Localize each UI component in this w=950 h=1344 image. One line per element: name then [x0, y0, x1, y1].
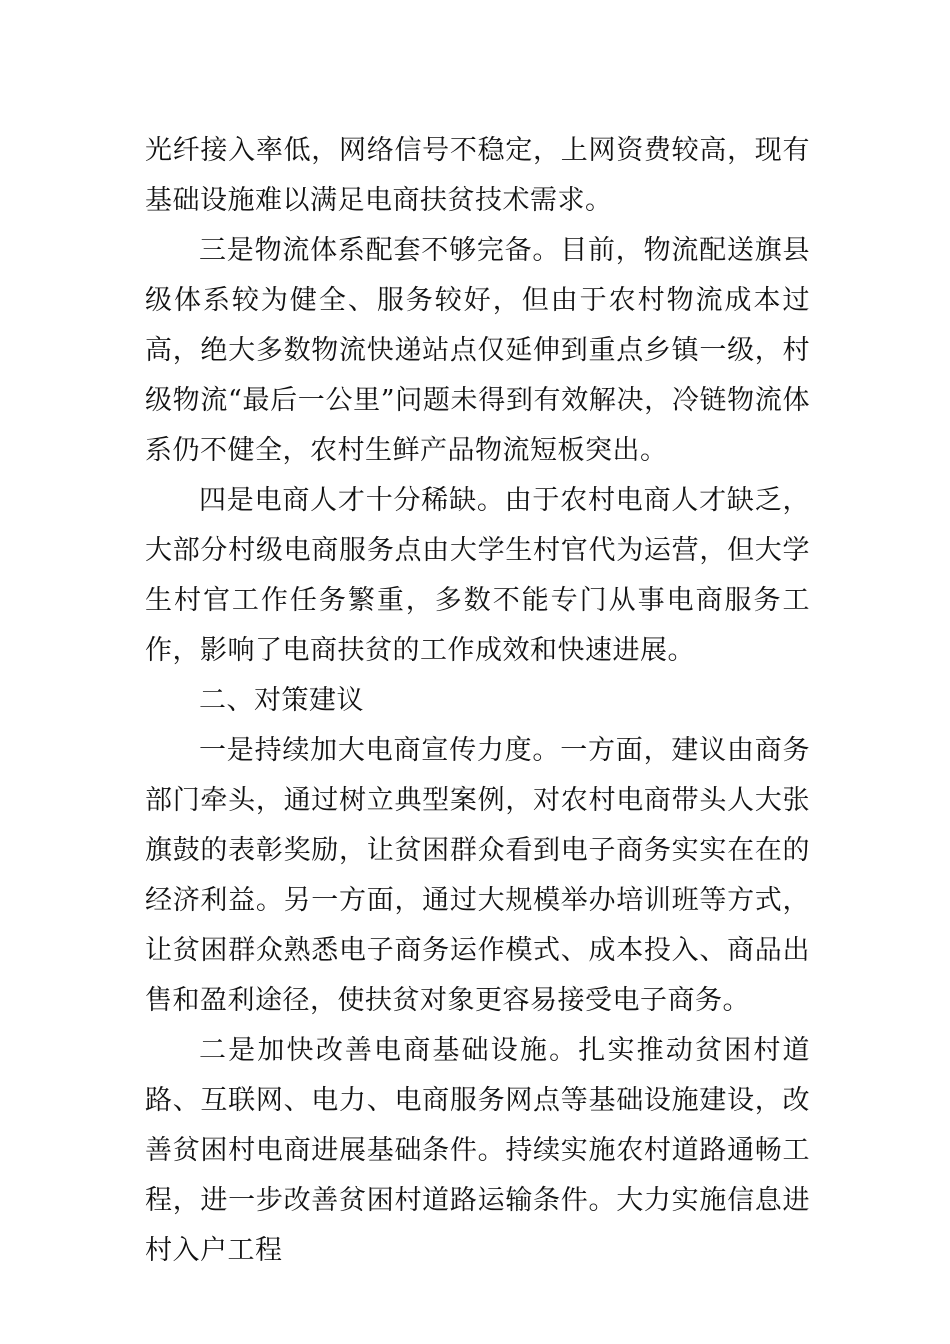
paragraph-infrastructure: 二是加快改善电商基础设施。扎实推动贫困村道路、互联网、电力、电商服务网点等基础设施建设，改善贫困村电商进展基础条件。持续实施农村道路通畅工程，进一步改善贫困村道路运输条件。大力实施信息进村入户工程 [145, 1035, 810, 1266]
paragraph-logistics: 三是物流体系配套不够完备。目前，物流配送旗县级体系较为健全、服务较好，但由于农村物流成本过高，绝大多数物流快递站点仅延伸到重点乡镇一级，村级物流“最后一公里”问题未得到有效解决，冷链物流体系仍不健全，农村生鲜产品物流短板突出。 [145, 235, 810, 466]
paragraph-publicity: 一是持续加大电商宣传力度。一方面，建议由商务部门牵头，通过树立典型案例，对农村电商带头人大张旗鼓的表彰奖励，让贫困群众看到电子商务实实在在的经济利益。另一方面，通过大规模举办培训班等方式，让贫困群众熟悉电子商务运作模式、成本投入、商品出售和盈利途径，使扶贫对象更容易接受电子商务。 [145, 735, 810, 1016]
document-body [145, 126, 810, 1276]
paragraph-talent: 四是电商人才十分稀缺。由于农村电商人才缺乏，大部分村级电商服务点由大学生村官代为运营，但大学生村官工作任务繁重，多数不能专门从事电商服务工作，影响了电商扶贫的工作成效和快速进展。 [145, 485, 810, 666]
section-heading-countermeasures: 二、对策建议 [199, 685, 364, 716]
paragraph-continuation: 光纤接入率低，网络信号不稳定，上网资费较高，现有基础设施难以满足电商扶贫技术需求。 [145, 135, 810, 216]
